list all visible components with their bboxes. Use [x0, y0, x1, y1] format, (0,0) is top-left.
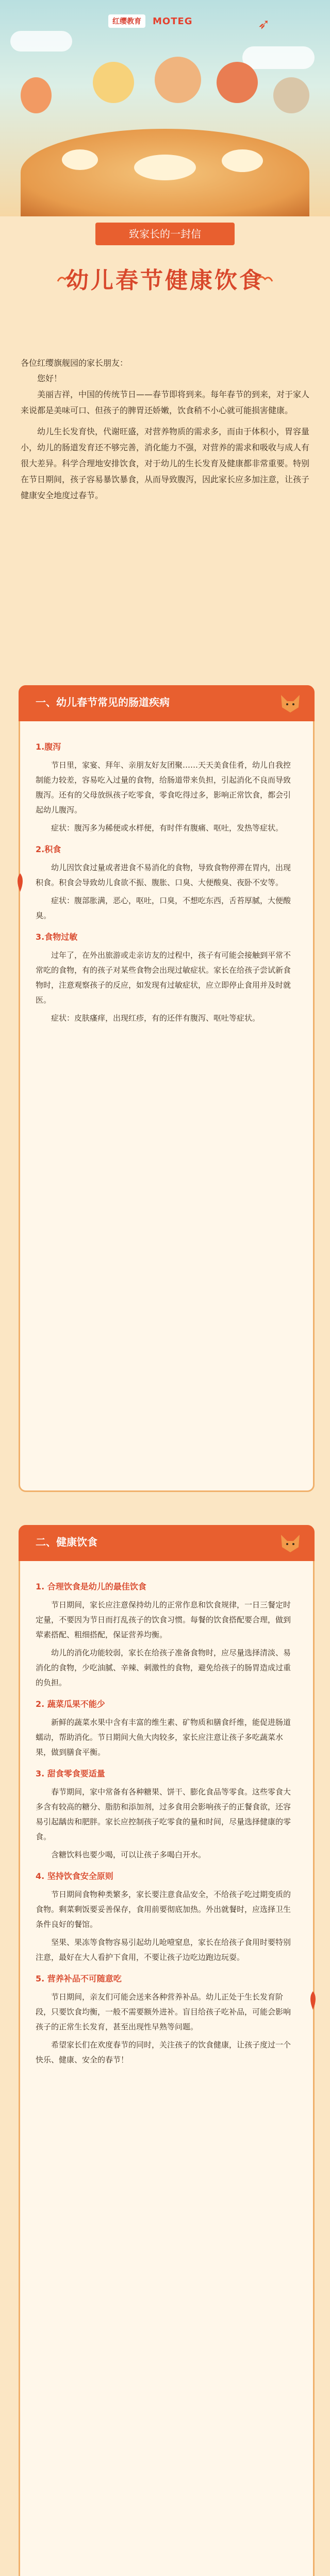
subsection-paragraph: 希望家长们在欢度春节的同时，关注孩子的饮食健康，让孩子度过一个快乐、健康、安全的春节！: [36, 2040, 291, 2064]
letter-greeting: 各位红缨旗舰园的家长朋友：: [21, 358, 128, 368]
page-title: 幼儿春节健康饮食: [66, 267, 264, 294]
child-character: [155, 57, 201, 103]
logo-hongying: 红缨教育: [108, 14, 145, 28]
letter-body: [21, 355, 309, 509]
cloud-shape: [242, 46, 315, 69]
subsection-paragraph: 节日里，家宴、拜年、亲朋友好友团聚……天天美食佳肴，幼儿自我控制能力较差，容易吃入过量的食物，给肠道带来负担，引起消化不良而导致腹泻。还有的父母放纵孩子吃零食，零食吃得过多，影响正常饮食，都会引起幼儿腹泻。: [36, 760, 291, 815]
subsection-paragraph: 过年了，在外出旅游或走亲访友的过程中，孩子有可能会接触到平常不常吃的食物，有的孩子对某些食物会出现过敏症状。家长在给孩子尝试新食物时，注意观察孩子的反应，如发现有过敏症状，应立即停止食用并及时就医。: [36, 951, 291, 1005]
section-title: 二、健康饮食: [36, 1536, 97, 1548]
fox-icon: [278, 692, 303, 715]
fox-icon: [278, 1532, 303, 1554]
child-character: [217, 62, 258, 103]
subsection-paragraph: 症状：皮肤瘙痒，出现红疹，有的还伴有腹泻、呕吐等症状。: [51, 1013, 260, 1023]
logo-moteg: MOTEG: [153, 15, 193, 27]
subsection-paragraph: 幼儿的消化功能较弱，家长在给孩子准备食物时，应尽量选择清淡、易消化的食物，少吃油腻、辛辣、刺激性的食物，避免给孩子的肠胃造成过重的负担。: [36, 1648, 291, 1687]
subsection-heading: 2. 蔬菜瓜果不能少: [36, 1699, 105, 1709]
cloud-shape: [10, 31, 72, 52]
subsection-paragraph: 含糖饮料也要少喝，可以让孩子多喝白开水。: [51, 1850, 206, 1859]
dish-plate: [134, 155, 196, 180]
dish-plate: [62, 149, 98, 170]
section-header: [19, 1525, 315, 1561]
subsection-paragraph: 节日期间，家长应注意保持幼儿的正常作息和饮食规律，一日三餐定时定量，不要因为节日而打乱孩子的饮食习惯。每餐的饮食搭配要合理，做到荤素搭配、粗细搭配，保证营养均衡。: [36, 1600, 291, 1639]
cloud-decor-icon: [256, 273, 273, 284]
subsection-heading: 5. 营养补品不可随意吃: [36, 1974, 122, 1984]
subsection-paragraph: 坚果、果冻等食物容易引起幼儿呛噎窒息，家长在给孩子食用时要特别注意，最好在大人看护下食用，不要让孩子边吃边跑边玩耍。: [36, 1938, 291, 1962]
title-banner: [0, 216, 330, 350]
letter-paragraph: 幼儿生长发育快，代谢旺盛，对营养物质的需求多，而由于体积小，胃容量小，幼儿的肠道发育还不够完善，消化能力不强，对营养的需求和吸收与成人有很大差异。科学合理地安排饮食，对于幼儿的生长发育及健康都非常重要。特别在节日期间，孩子容易暴饮暴食，从而导致腹泻，因此家长应多加注意，让孩子健康安全地度过春节。: [21, 427, 310, 500]
subsection-paragraph: 幼儿因饮食过量或者进食不易消化的食物，导致食物停滞在胃内，出现积食。积食会导致幼儿食欲不振、腹胀、口臭、大便酸臭、夜卧不安等。: [36, 863, 291, 887]
bird-icon: ➶: [258, 15, 270, 32]
logo-group: [108, 14, 193, 28]
subsection-heading: 2.积食: [36, 844, 61, 854]
subsection-heading: 1. 合理饮食是幼儿的最佳饮食: [36, 1582, 146, 1591]
subsection-paragraph: 新鲜的蔬菜水果中含有丰富的维生素、矿物质和膳食纤维，能促进肠道蠕动，帮助消化。节日期间大鱼大肉较多，家长应注意让孩子多吃蔬菜水果，做到膳食平衡。: [36, 1718, 291, 1757]
subsection-paragraph: 节日期间食物种类繁多，家长要注意食品安全，不给孩子吃过期变质的食物。剩菜剩饭要妥善保存，食用前要彻底加热。外出就餐时，应选择卫生条件良好的餐馆。: [36, 1890, 291, 1929]
dish-plate: [222, 149, 263, 172]
subsection-heading: 4. 坚持饮食安全原则: [36, 1871, 113, 1881]
section-card-diseases: [19, 685, 315, 1492]
subsection-heading: 3.食物过敏: [36, 932, 78, 942]
section-body: [36, 733, 298, 1029]
hero-illustration: [0, 0, 330, 216]
subsection-paragraph: 节日期间，亲友们可能会送来各种营养补品。幼儿正处于生长发育阶段，只要饮食均衡，一般不需要额外进补。盲目给孩子吃补品，可能会影响孩子的正常生长发育，甚至出现性早熟等问题。: [36, 1992, 291, 2031]
letter-paragraph: 美丽吉祥，中国的传统节日——春节即将到来。每年春节的到来，对于家人来说都是美味可口、但孩子的脾胃还娇嫩，饮食稍不小心就可能损害健康。: [21, 389, 310, 415]
section-body: [36, 1573, 298, 2071]
subsection-paragraph: 春节期间，家中常备有各种糖果、饼干、膨化食品等零食。这些零食大多含有较高的糖分、脂肪和添加剂，过多食用会影响孩子的正餐食欲，还容易引起龋齿和肥胖。家长应控制孩子吃零食的量和时间，尽量选择健康的零食。: [36, 1787, 291, 1841]
chili-decor-icon: [306, 1990, 320, 2011]
section-header: [19, 685, 315, 721]
subsection-heading: 1.腹泻: [36, 742, 61, 752]
child-character: [93, 62, 134, 103]
letter-hello: 您好！: [37, 374, 62, 383]
section-title: 一、幼儿春节常见的肠道疾病: [36, 696, 170, 708]
animal-character: [273, 77, 309, 113]
subsection-paragraph: 症状：腹部胀满，恶心，呕吐，口臭，不想吃东西，舌苔厚腻，大便酸臭。: [36, 896, 291, 920]
letter-ribbon: 致家长的一封信: [95, 223, 235, 245]
subsection-heading: 3. 甜食零食要适量: [36, 1769, 105, 1778]
chili-decor-icon: [13, 872, 27, 893]
rabbit-character: [21, 77, 52, 113]
section-card-healthy-diet: [19, 1525, 315, 2576]
subsection-paragraph: 症状：腹泻多为稀便或水样便，有时伴有腹痛、呕吐，发热等症状。: [51, 823, 284, 833]
